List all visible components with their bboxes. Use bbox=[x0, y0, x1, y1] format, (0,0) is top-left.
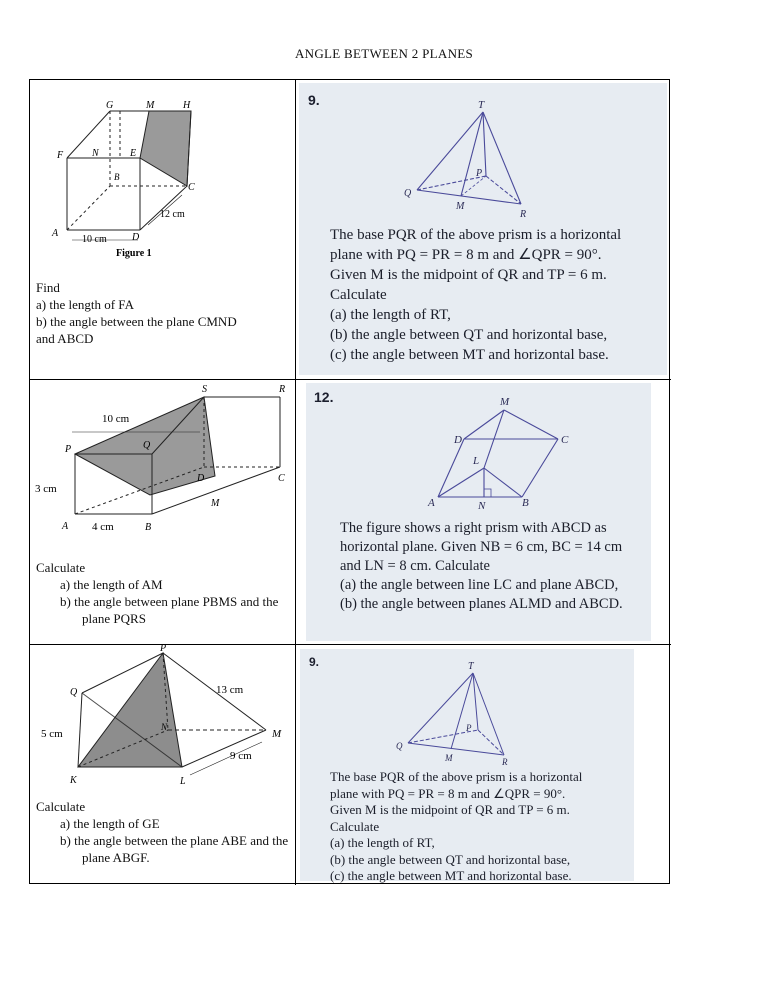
label-K: K bbox=[70, 775, 77, 786]
label-C: C bbox=[188, 182, 195, 193]
text-line: The base PQR of the above prism is a horizontal bbox=[330, 769, 583, 784]
label-M: M bbox=[456, 201, 465, 212]
text-line: plane with PQ = PR = 8 m and ∠QPR = 90°. bbox=[330, 785, 566, 801]
text-line: (c) the angle between MT and horizontal base. bbox=[330, 868, 572, 883]
label-P: P bbox=[476, 168, 483, 179]
q3-calculate: Calculate bbox=[36, 799, 86, 814]
q3-part-a: a) the length of GE bbox=[60, 816, 160, 831]
label-Q: Q bbox=[143, 440, 151, 451]
label-D: D bbox=[197, 473, 205, 484]
tetrahedron-figure bbox=[296, 645, 671, 765]
question-3-cell bbox=[30, 645, 295, 885]
q1-find: Find bbox=[36, 280, 60, 295]
dim-4cm: 4 cm bbox=[92, 521, 114, 533]
dim-10cm: 10 cm bbox=[102, 413, 130, 425]
label-D: D bbox=[132, 232, 140, 243]
label-S: S bbox=[202, 384, 207, 395]
text-line: (b) the angle between planes ALMD and ABCD. bbox=[340, 596, 623, 612]
question-12-text bbox=[340, 519, 668, 614]
label-M: M bbox=[445, 753, 453, 763]
label-T: T bbox=[468, 661, 474, 672]
question-number: 9. bbox=[308, 92, 320, 108]
question-9-text bbox=[330, 769, 668, 885]
text-line: (b) the angle between QT and horizontal base, bbox=[330, 851, 571, 867]
dim-5cm: 5 cm bbox=[41, 728, 63, 740]
q2-calculate: Calculate bbox=[36, 560, 86, 575]
q2-part-b: b) the angle between plane PBMS and the plane PQRS bbox=[60, 594, 279, 626]
text-line: (c) the angle between MT and horizontal base. bbox=[330, 347, 609, 363]
text-line: horizontal plane. Given NB = 6 cm, BC = 14 cm bbox=[340, 539, 623, 555]
label-R: R bbox=[502, 757, 508, 765]
text-line: The base PQR of the above prism is a horizontal bbox=[330, 227, 622, 243]
text-line: (a) the angle between line LC and plane ABCD, bbox=[340, 577, 619, 593]
text-line: Calculate bbox=[330, 287, 387, 303]
label-H: H bbox=[183, 100, 191, 111]
prism-figure-12 bbox=[296, 380, 671, 520]
label-T: T bbox=[478, 99, 485, 111]
tetrahedron-figure bbox=[296, 80, 671, 220]
label-E: E bbox=[130, 148, 137, 159]
label-B: B bbox=[522, 497, 529, 509]
text-line: Given M is the midpoint of QR and TP = 6 m. bbox=[330, 267, 607, 283]
question-9-text bbox=[330, 225, 668, 365]
label-Q: Q bbox=[70, 687, 78, 698]
label-R: R bbox=[279, 384, 286, 395]
text-line: plane with PQ = PR = 8 m and ∠QPR = 90°. bbox=[330, 247, 602, 263]
prism-figure-3 bbox=[30, 645, 295, 795]
worksheet-table bbox=[29, 79, 670, 884]
label-A: A bbox=[52, 228, 59, 239]
label-A: A bbox=[62, 521, 69, 532]
label-R: R bbox=[520, 209, 527, 220]
label-L: L bbox=[473, 455, 480, 467]
label-A: A bbox=[428, 497, 435, 509]
label-D: D bbox=[454, 434, 462, 446]
q1-part-b-line1: b) the angle between the plane CMND bbox=[36, 314, 237, 329]
dim-12cm: 12 cm bbox=[160, 209, 185, 220]
label-N: N bbox=[92, 148, 99, 159]
text-line: and LN = 8 cm. Calculate bbox=[340, 558, 490, 574]
dim-13cm: 13 cm bbox=[216, 684, 244, 696]
q1-part-a: a) the length of FA bbox=[36, 297, 134, 312]
label-M: M bbox=[500, 396, 510, 408]
page-title: ANGLE BETWEEN 2 PLANES bbox=[294, 46, 474, 61]
label-B: B bbox=[114, 172, 120, 182]
label-L: L bbox=[180, 776, 186, 787]
text-line: (a) the length of RT, bbox=[330, 835, 435, 850]
label-Q: Q bbox=[396, 741, 403, 751]
text-line: (a) the length of RT, bbox=[330, 307, 451, 323]
label-P: P bbox=[466, 723, 472, 733]
dim-3cm: 3 cm bbox=[35, 483, 57, 495]
text-line: Given M is the midpoint of QR and TP = 6 m. bbox=[330, 802, 570, 817]
text-line: The figure shows a right prism with ABCD as bbox=[340, 520, 607, 536]
label-F: F bbox=[57, 150, 64, 161]
dim-9cm: 9 cm bbox=[230, 750, 252, 762]
label-M: M bbox=[211, 498, 220, 509]
label-P: P bbox=[160, 645, 167, 654]
q1-part-b-line2: and ABCD bbox=[36, 331, 94, 346]
question-2-cell bbox=[30, 380, 295, 644]
question-number: 12. bbox=[314, 389, 334, 405]
figure-caption: Figure 1 bbox=[116, 248, 152, 259]
prism-figure-2 bbox=[30, 380, 295, 540]
scanned-question-9-top bbox=[296, 80, 671, 379]
label-N: N bbox=[161, 722, 168, 732]
dim-10cm: 10 cm bbox=[82, 234, 107, 245]
label-G: G bbox=[106, 100, 114, 111]
label-B: B bbox=[145, 522, 152, 533]
scanned-question-12 bbox=[296, 380, 671, 644]
q2-part-a: a) the length of AM bbox=[60, 577, 163, 592]
scanned-question-9-bottom bbox=[296, 645, 671, 885]
label-P: P bbox=[65, 444, 72, 455]
q3-part-b: b) the angle between the plane ABE and the plane ABGF. bbox=[60, 833, 289, 865]
label-C: C bbox=[278, 473, 285, 484]
label-M: M bbox=[272, 728, 282, 740]
label-M: M bbox=[146, 100, 155, 111]
question-number: 9. bbox=[309, 655, 320, 669]
text-line: (b) the angle between QT and horizontal base, bbox=[330, 327, 608, 343]
question-1-cell bbox=[30, 80, 295, 379]
cuboid-figure-1 bbox=[30, 80, 295, 270]
text-line: Calculate bbox=[330, 818, 380, 834]
label-N: N bbox=[478, 500, 486, 512]
label-Q: Q bbox=[404, 188, 412, 199]
label-C: C bbox=[561, 434, 569, 446]
